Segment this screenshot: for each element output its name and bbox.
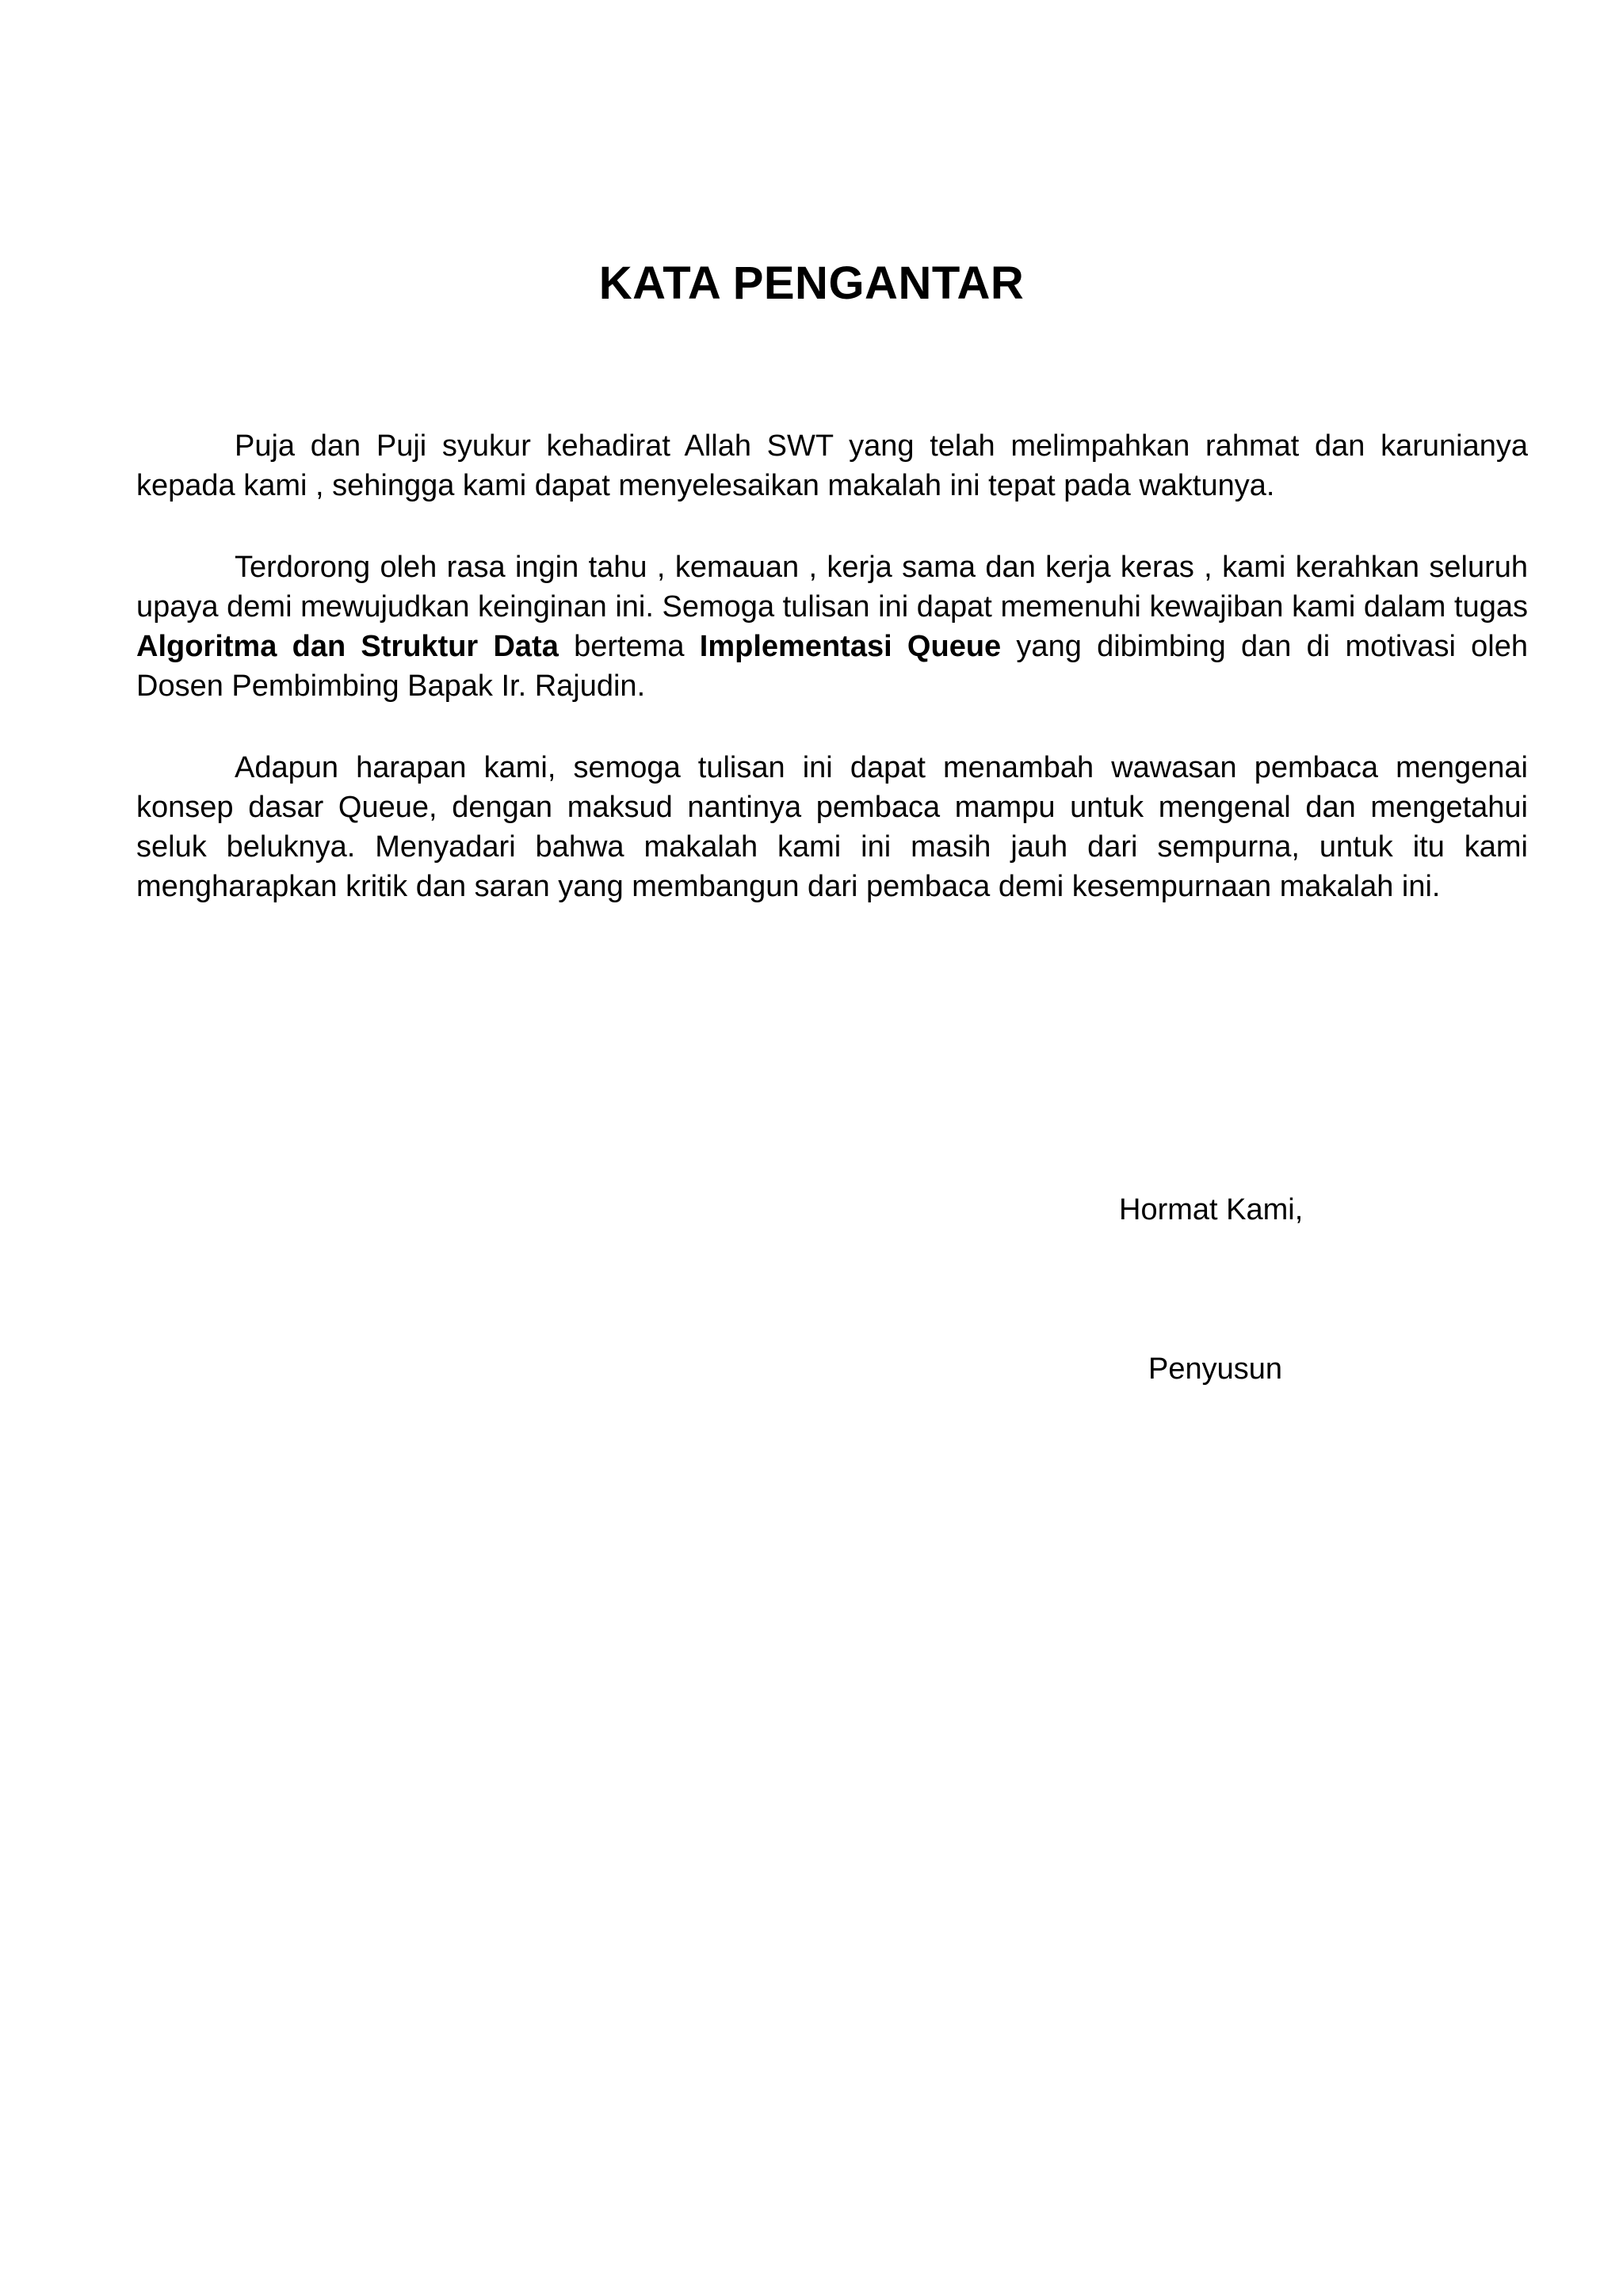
- paragraph-2-text-2: bertema: [558, 630, 700, 663]
- page-title: KATA PENGANTAR: [598, 257, 1025, 309]
- paragraph-3-text: Adapun harapan kami, semoga tulisan ini dapat menambah wawasan pembaca mengenai konsep dasar Queue, dengan maksud nantinya pembaca mampu untuk mengenal dan mengetahui seluk beluknya. Menyadari bahwa makalah kami ini masih jauh dari sempurna, untuk itu kami mengharapkan kritik dan saran yang membangun dari pembaca demi kesempurnaan makalah ini.: [136, 751, 1528, 903]
- paragraph-2-text-1: Terdorong oleh rasa ingin tahu , kemauan , kerja sama dan kerja keras , kami kerahkan seluruh upaya demi mewujudkan keinginan ini. Semoga tulisan ini dapat memenuhi kewajiban kami dalam tugas: [136, 551, 1528, 624]
- paragraph-1-text: Puja dan Puji syukur kehadirat Allah SWT yang telah melimpahkan rahmat dan karunianya kepada kami , sehingga kami dapat menyelesaikan makalah ini tepat pada waktunya.: [136, 429, 1528, 502]
- body-text: [136, 426, 1528, 948]
- paragraph-2: [136, 547, 1528, 706]
- closing-regards: Hormat Kami,: [1119, 1193, 1304, 1226]
- closing-author: Penyusun: [1148, 1352, 1283, 1386]
- paragraph-1: [136, 426, 1528, 505]
- paragraph-3: [136, 748, 1528, 906]
- paragraph-2-text-3: yang dibimbing dan di motivasi oleh Dosen Pembimbing Bapak Ir. Rajudin.: [136, 630, 1528, 703]
- course-name: Algoritma dan Struktur Data: [136, 630, 559, 663]
- theme-name: Implementasi Queue: [699, 630, 1002, 663]
